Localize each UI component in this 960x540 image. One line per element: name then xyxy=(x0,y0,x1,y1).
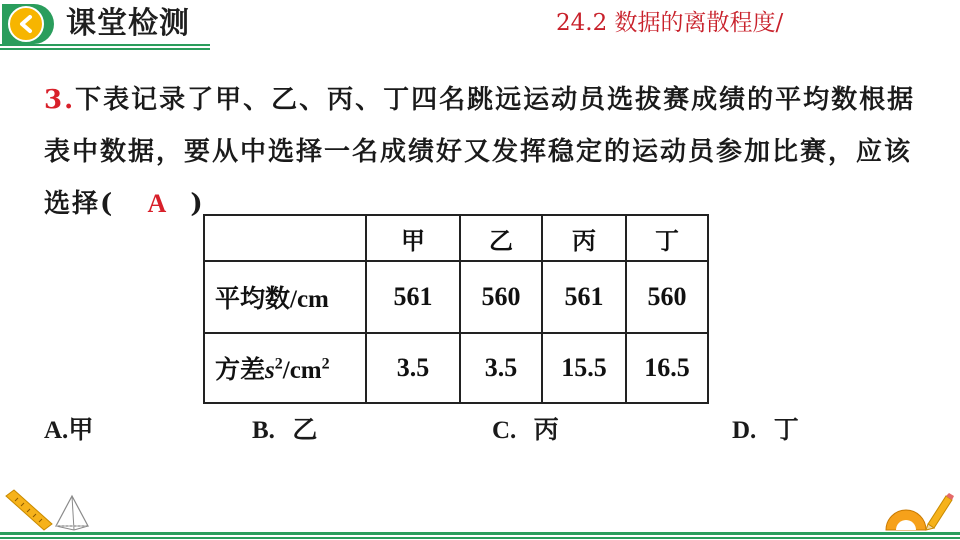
mean-value-jia: 561 xyxy=(366,261,460,333)
footer-decoration-right xyxy=(884,490,956,536)
mean-label-unit: /cm xyxy=(290,286,329,313)
mean-row-label xyxy=(204,261,366,333)
question-number: 3. xyxy=(44,85,76,115)
question-text-block xyxy=(44,74,924,230)
variance-value-yi: 3.5 xyxy=(460,333,542,403)
variance-row-label xyxy=(204,333,366,403)
variance-unit-exponent: 2 xyxy=(321,355,330,373)
header-athlete-yi: 乙 xyxy=(460,215,542,261)
variance-label-text: 方差 xyxy=(215,355,266,384)
variance-value-jia: 3.5 xyxy=(366,333,460,403)
table-header-row xyxy=(204,215,708,261)
variance-symbol-exponent: 2 xyxy=(274,355,283,373)
mean-value-yi: 560 xyxy=(460,261,542,333)
option-b-letter: B. xyxy=(252,417,275,444)
option-a[interactable] xyxy=(44,412,93,448)
title-underline xyxy=(0,44,210,46)
protractor-icon xyxy=(886,510,926,530)
section-title: 24.2 数据的离散程度/ xyxy=(556,10,784,36)
mean-value-bing: 561 xyxy=(542,261,626,333)
option-b-text: 乙 xyxy=(292,415,318,444)
table-row-mean xyxy=(204,261,708,333)
variance-unit: /cm xyxy=(282,357,322,384)
option-d-text: 丁 xyxy=(773,415,799,444)
variance-value-ding: 16.5 xyxy=(626,333,708,403)
footer-decoration-left xyxy=(4,488,100,538)
variance-symbol: s xyxy=(265,357,275,384)
header-athlete-bing: 丙 xyxy=(542,215,626,261)
ruler-icon xyxy=(6,490,52,530)
variance-value-bing: 15.5 xyxy=(542,333,626,403)
footer-rule xyxy=(0,532,960,535)
page-title: 课堂检测 xyxy=(66,6,190,41)
option-b[interactable] xyxy=(252,412,317,448)
mean-value-ding: 560 xyxy=(626,261,708,333)
footer-rule-secondary xyxy=(0,537,960,539)
answer-letter: A xyxy=(147,189,169,218)
title-underline-secondary xyxy=(0,48,210,50)
option-c[interactable] xyxy=(492,412,559,448)
table-row-variance xyxy=(204,333,708,403)
chevron-left-icon xyxy=(8,6,44,42)
option-a-text: 甲 xyxy=(68,415,94,444)
header-athlete-ding: 丁 xyxy=(626,215,708,261)
header-athlete-jia: 甲 xyxy=(366,215,460,261)
table-corner-cell xyxy=(204,215,366,261)
question-close-paren: ) xyxy=(190,189,205,219)
results-table xyxy=(203,214,709,404)
option-a-letter: A. xyxy=(44,417,69,444)
mean-label-text: 平均数 xyxy=(215,284,291,313)
pencil-icon xyxy=(926,493,954,530)
option-d[interactable] xyxy=(732,412,799,448)
option-d-letter: D. xyxy=(732,417,757,444)
option-c-text: 丙 xyxy=(533,415,559,444)
question-body: 下表记录了甲、乙、丙、丁四名跳远运动员选拔赛成绩的平均数根据表中数据，要从中选择一名成绩好又发挥稳定的运动员参加比赛，应该选择( xyxy=(44,85,916,219)
pyramid-icon xyxy=(56,496,88,530)
option-c-letter: C. xyxy=(492,417,517,444)
